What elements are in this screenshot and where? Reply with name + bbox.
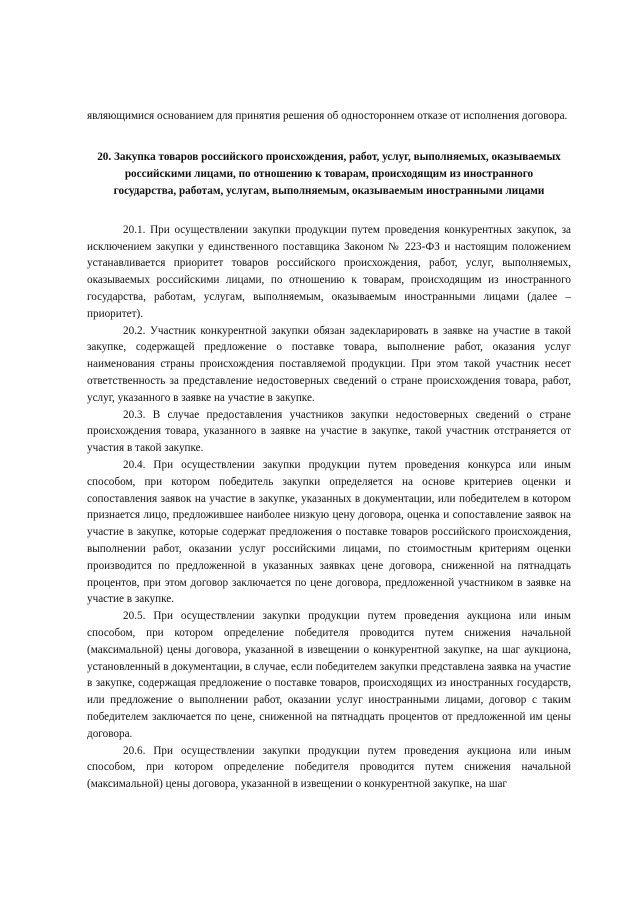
paragraph-20-1: 20.1. При осуществлении закупки продукции путем проведения конкурентных закупок, за исключением закупки у единственного поставщика Законом № 223-ФЗ и настоящим положением устанавливается приоритет товаров российского происхождения, работ, услуг, выполняемых, оказываемых российскими лицами, по отношению к товарам, происходящим из иностранного государства, работам, услугам, выполняемым, оказываемым иностранными лицами (далее – приоритет). <box>87 223 571 320</box>
paragraph-20-6: 20.6. При осуществлении закупки продукции путем проведения аукциона или иным способом, при котором определение победителя проводится путем снижения начальной (максимальной) цены договора, указанной в извещении о конкурентной закупке, на шаг <box>87 744 571 791</box>
section-body <box>87 222 571 793</box>
paragraph-20-4: 20.4. При осуществлении закупки продукции путем проведения конкурса или иным способом, при котором победитель закупки определяется на основе критериев оценки и сопоставления заявок на участие в закупке, указанных в документации, или победителем в котором признается лицо, предложившее наиболее низкую цену договора, оценка и сопоставление заявок на участие в закупке, которые содержат предложения о поставке товаров российского происхождения, выполнении работ, оказании услуг российскими лицами, по стоимостным критериям оценки производится по предложенной в указанных заявках цене договора, сниженной на пятнадцать процентов, при этом договор заключается по цене договора, предложенной участником в заявке на участие в закупке. <box>87 458 571 606</box>
intro-paragraph: являющимися основанием для принятия решения об одностороннем отказе от исполнения договора. <box>87 110 568 122</box>
page-content <box>87 108 571 793</box>
paragraph-20-3: 20.3. В случае предоставления участников закупки недостоверных сведений о стране происхождения товара, указанного в заявке на участие в закупке, такой участник отстраняется от участия в такой закупке. <box>87 408 571 455</box>
paragraph-20-2: 20.2. Участник конкурентной закупки обязан задекларировать в заявке на участие в такой закупке, содержащей предложение о поставке товара, выполнение работ, оказания услуг наименования страны происхождения поставляемой продукции. При этом такой участник несет ответственность за представление недостоверных сведений о стране происхождения товара, работ, услуг, указанного в заявке на участие в закупке. <box>87 324 571 404</box>
paragraph-20-5: 20.5. При осуществлении закупки продукции путем проведения аукциона или иным способом, при котором определение победителя проводится путем снижения начальной (максимальной) цены договора, указанной в извещении о конкурентной закупке, на шаг аукциона, установленный в документации, в случае, если победителем закупки представлена заявка на участие в закупке, содержащая предложение о поставке товаров, происходящих из иностранных государств, или предложение о выполнении работ, оказании услуг иностранными лицами, договор с таким победителем заключается по цене, сниженной на пятнадцать процентов от предложенной им цены договора. <box>87 610 571 740</box>
section-heading: 20. Закупка товаров российского происхождения, работ, услуг, выполняемых, оказываемых российскими лицами, по отношению к товарам, происходящим из иностранного государства, работам, услугам, выполняемым, оказываемым иностранными лицами <box>97 150 561 197</box>
